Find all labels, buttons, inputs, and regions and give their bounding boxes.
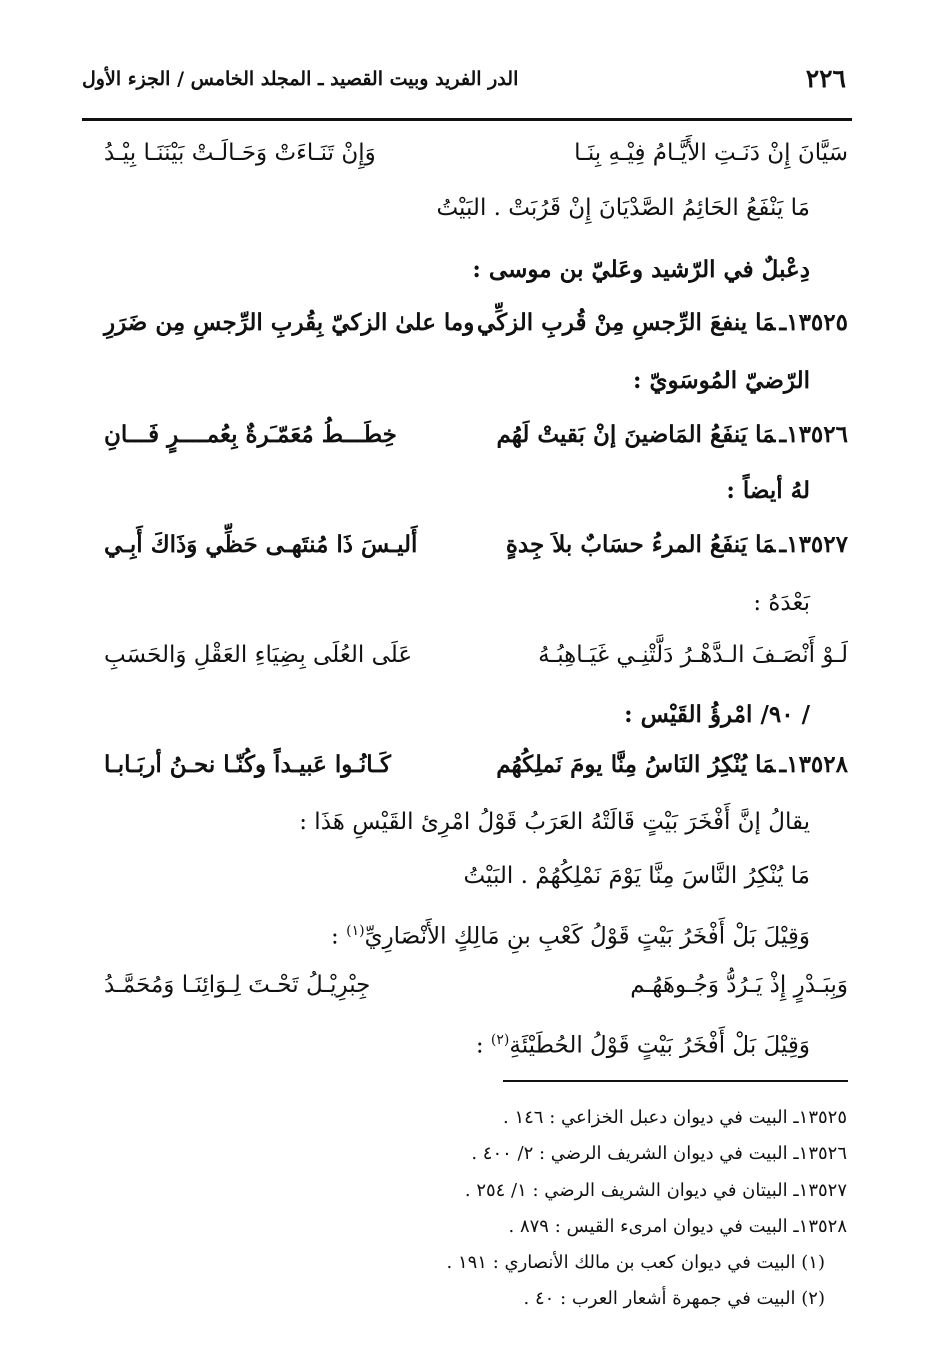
page-number: ٢٢٦: [805, 64, 846, 93]
footnote: ١٣٥٢٥ـ البيت في ديوان دعبل الخزاعي : ١٤٦ .: [503, 1107, 847, 1128]
verse-hemistich-left: أَليـسَ ذَا مُنتَهـى حَظِّي وَذَاكَ أَبِـي: [104, 531, 418, 558]
attribution-text: لهُ أيضاً :: [726, 477, 810, 504]
verse-text: مَا يَنفَعُ المَاضينَ إنْ بَقيتْ لَهُم: [496, 421, 776, 448]
footnote-ref: (١): [346, 923, 365, 939]
verse-hemistich-left: كَـانُـوا عَبيـداً وكُنّـا نحـنُ أربَـابـا: [104, 751, 391, 778]
verse-hemistich-right: سَيَّانَ إِنْ دَنَـتِ الأَيَّـامُ فِيْـهِ بِنَـا: [574, 140, 848, 166]
numbered-verse-13525: [96, 298, 848, 348]
poet-attribution: [96, 245, 848, 295]
prose-part: :: [331, 923, 347, 950]
footnote: (٢) البيت في جمهرة أشعار العرب : ٤٠ .: [523, 1288, 825, 1309]
attribution-text: دِعْبلٌ في الرّشيد وعَليّ بن موسى :: [472, 256, 810, 283]
page-header: [82, 64, 850, 100]
verse-text: مَا يَنفَعُ المرءُ حسَابٌ بلاَ جِدةٍ: [505, 531, 776, 558]
footnote: ١٣٥٢٦ـ البيت في ديوان الشريف الرضي : ٢/ ٤٠٠ .: [471, 1143, 847, 1164]
verse-hemistich-left: وما علىٰ الزكيّ بِقُربِ الرِّجسِ مِن ضَرَرِ: [104, 309, 475, 336]
numbered-verse-13528: [96, 740, 848, 790]
footnote: ١٣٥٢٨ـ البيت في ديوان امرىء القيس : ٨٧٩ .: [508, 1216, 847, 1237]
attribution-text: / ٩٠/ امْرؤُ القَيْس :: [624, 701, 810, 728]
verse-hemistich-left: جِبْرِيْـلُ تَحْـتَ لِـوَائِنَـا وَمُحَمَّـدُ: [104, 972, 371, 998]
poet-attribution: [96, 690, 848, 740]
verse-number: ١٣٥٢٨ـ: [779, 751, 848, 778]
prose-part: وَقِيْلَ بَلْ أَفْخَرُ بَيْتٍ قَوْلُ كَعْبِ بنِ مَالِكٍ الأَنْصَارِيِّ: [364, 923, 810, 950]
attribution-text: الرّضيّ المُوسَويّ :: [632, 367, 810, 394]
verse-hemistich-right: [496, 740, 848, 790]
verse-hemistich-left: وَإِنْ تَنَـاءَتْ وَحَـالَـتْ بَيْنَنَـا بِيْـدُ: [104, 140, 376, 166]
text-line: [96, 797, 848, 847]
numbered-verse-13527: [96, 520, 848, 570]
footnote: (١) البيت في ديوان كعب بن مالك الأنصاري : ١٩١ .: [446, 1252, 825, 1273]
numbered-verse-13526: [96, 410, 848, 460]
verse-hemistich-right: [477, 298, 848, 348]
poet-attribution: [96, 356, 848, 406]
verse-hemistich-right: [506, 520, 848, 570]
text-line: [96, 906, 848, 956]
verse-line: [96, 630, 848, 680]
footnote-ref: (٢): [490, 1032, 510, 1048]
footnote: ١٣٥٢٧ـ البيتان في ديوان الشريف الرضي : ١/ ٢٥٤ .: [464, 1180, 847, 1201]
text-line: [96, 578, 848, 628]
verse-hemistich-right: وَبِبَـدْرٍ إِذْ يَـرُدُّ وَجُـوهَهُـم: [630, 972, 848, 998]
verse-text: مَا يُنْكِرُ النَاسُ مِنَّا يومَ نَملِكُهُم: [496, 751, 776, 778]
verse-text: مَا ينفعَ الرِّجسِ مِنْ قُربِ الزكِّي: [476, 309, 776, 336]
poet-attribution: [96, 466, 848, 516]
verse-number: ١٣٥٢٥ـ: [779, 309, 848, 336]
verse-number: ١٣٥٢٧ـ: [779, 531, 848, 558]
running-title: الدر الفريد وبيت القصيد ـ المجلد الخامس / الجزء الأول: [82, 68, 519, 90]
verse-hemistich-left: خِطَـــطُ مُعَمّـَرةٌ بِعُمــــرٍ فَـــانِ: [104, 421, 397, 448]
header-rule: [82, 118, 852, 121]
verse-line: [96, 960, 848, 1010]
verse-number: ١٣٥٢٦ـ: [779, 421, 848, 448]
prose-part: :: [475, 1032, 491, 1059]
verse-hemistich-left: عَلَى العُلَى بِضِيَاءِ العَقْلِ وَالحَسَبِ: [104, 642, 413, 668]
prose-part: وَقِيْلَ بَلْ أَفْخَرُ بَيْتٍ قَوْلُ الحُطَيْئَةِ: [509, 1032, 810, 1059]
verse-hemistich-right: [496, 410, 848, 460]
text-line: [96, 1015, 848, 1065]
verse-hemistich-right: لَـوْ أَنْصَـفَ الـدَّهْـرُ دَلَّتْنِـي غَيَـاهِبُـهُ: [538, 642, 848, 668]
text-line: [96, 851, 848, 901]
prose-text: [476, 1015, 810, 1071]
verse-line: [96, 128, 848, 178]
prose-text: مَا يَنْفَعُ الحَائِمُ الصَّدْيَانَ إِنْ قَرُبَتْ . البَيْتُ: [436, 195, 810, 221]
prose-text: مَا يُنْكِرُ النَّاسَ مِنَّا يَوْمَ نَمْلِكُهُمْ . البَيْتُ: [463, 863, 810, 889]
prose-text: بَعْدَهُ :: [753, 590, 810, 616]
prose-text: [331, 906, 810, 962]
footnote-separator: [503, 1080, 848, 1082]
prose-text: يقالُ إنَّ أَفْخَرَ بَيْتٍ قَالَتْهُ العَرَبُ قَوْلُ امْرِئ القَيْسِ هَذَا :: [299, 809, 810, 835]
text-line: [96, 183, 848, 233]
